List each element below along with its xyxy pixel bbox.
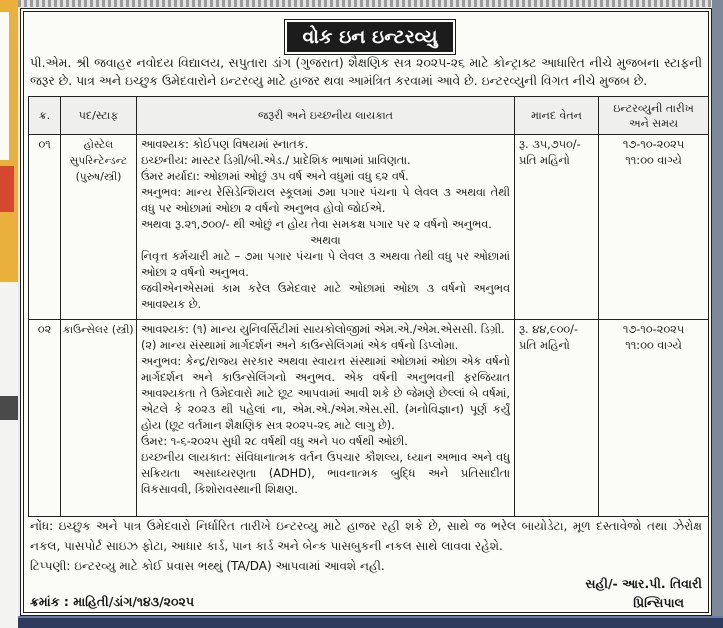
qualification-or-separator: અથવા (310, 234, 341, 247)
salary-period: પ્રતિ મહિનો (519, 339, 570, 352)
salary-amount: રૂ. ૪૪,૯૦૦/- (519, 323, 578, 336)
remark-text: ટિપ્પણી: ઇન્ટરવ્યુ માટે કોઈ પ્રવાસ ભથ્થું (TA/DA) આપવામાં આવશે નહી. (30, 559, 385, 573)
reference-number: ક્રમાંક : માહિતી/ડાંગ/૧૪૩/૨૦૨૫ (30, 594, 195, 609)
qualification-line: આવશ્યક: (૧) માન્ય યુનિવર્સિટીમાં સાયકોલોજીમાં એમ.એ./એમ.એસસી. ડિગ્રી. (141, 323, 505, 336)
row-salary (515, 320, 599, 517)
row-sr: ૦૨ (29, 320, 61, 517)
signature: સહી/- આર.પી. તિવારી (585, 576, 702, 591)
qualification-line: ઉંમર: ૧-૬-૨૦૨૫ સુધી ૨૮ વર્ષથી વધુ અને ૫૦ વર્ષથી ઓછી. (141, 435, 408, 448)
qualification-line: નિવૃત્ત કર્મચારી માટે – ૭મા પગાર પંચના પે લેવલ ૩ અથવા તેથી વધુ પર ઓછામાં ઓછા ૨ વર્ષનો અનુભવ. (141, 250, 510, 279)
qualification-line: અથવા રૂ.૨૧,૭૦૦/- થી ઓછું ન હોય તેવા સમકક્ષ પગાર પર ૨ વર્ષનો અનુભવ. (141, 218, 492, 231)
qualification-line: ઇચ્છનીય: માસ્ટર ડિગ્રી/બી.એડ./ પ્રાદેશિક ભાષામાં પ્રાવિણતા. (141, 154, 411, 167)
designation: પ્રિન્સિપાલ (633, 595, 684, 610)
interview-time: ૧૧:૦૦ વાગ્યે (625, 154, 682, 167)
interview-time: ૧૧:૦૦ વાગ્યે (625, 339, 682, 352)
qualification-line: આવશ્યક: કોઈપણ વિષયમાં સ્નાતક. (141, 138, 309, 151)
intro-paragraph: પી.એમ. શ્રી જવાહર નવોદય વિદ્યાલય, સપુતારા ડાંગ (ગુજરાત) શૈક્ષણિક સત્ર ૨૦૨૫-૨૬ માટે કોન્ટ્રાક્ટ આધારિત નીચે મુજબના સ્ટાફની જરૂર છે. પાત્ર અને ઇચ્છુક ઉમેદવારોને ઇન્ટરવ્યુ માટે હાજર થવા આમંત્રિત કરવામાં આવે છે. ઇન્ટરવ્યુની વિગત નીચે મુજબ છે. (30, 55, 702, 88)
adjacent-clipping-dark-bar (0, 396, 18, 420)
adjacent-clipping-paper (0, 12, 9, 160)
salary-period: પ્રતિ મહિનો (519, 154, 570, 167)
bottom-edge-background (18, 616, 723, 628)
advertisement-box (20, 8, 712, 616)
right-edge-background (712, 0, 723, 628)
table-row (29, 135, 709, 320)
note-text: નોંધ: ઇચ્છુક અને પાત્ર ઉમેદવારો નિર્ધારિત તારીખે ઇન્ટરવ્યુ માટે હાજર રહી શકે છે, સાથે જ ભરેલ બાયોડેટા, મૂળ દસ્તાવેજો તથા ઝેરોક્ષ નકલ, પાસપોર્ટ સાઇઝ ફોટા, આધાર કાર્ડ, પાન કાર્ડ અને બેન્ક પાસબુકની નકલ સાથે લાવવા રહેશે. (30, 519, 702, 553)
interview-date: ૧૭-૧૦-૨૦૨૫ (622, 323, 685, 336)
qualification-list (141, 322, 510, 514)
row-post: હોસ્ટેલ સુપરિન્ટેન્ડન્ટ (પુરુષ/સ્ત્રી) (61, 135, 137, 320)
row-qualification (137, 135, 515, 320)
header-sr: ક્ર. (29, 97, 61, 135)
salary-amount: રૂ. ૩૫,૭૫૦/- (519, 138, 581, 151)
adjacent-clipping-red-block (0, 166, 14, 212)
row-interview (599, 135, 709, 320)
adjacent-clipping-edge (0, 0, 18, 628)
row-sr: ૦૧ (29, 135, 61, 320)
qualification-list (141, 137, 510, 317)
row-post: કાઉન્સેલર (સ્ત્રી) (61, 320, 137, 517)
vacancy-table (28, 96, 709, 517)
header-qualification: જરૂરી અને ઇચ્છનીય લાયકાત (137, 97, 515, 135)
table-row (29, 320, 709, 517)
qualification-line: અનુભવ: કેન્દ્ર/રાજ્ય સરકાર અથવા સ્વાયત્ત સંસ્થામાં ઓછામાં ઓછા એક વર્ષનો માર્ગદર્શન અને કાઉન્સેલિંગનો અનુભવ. એક વર્ષની અનુભવની ફરજિયાત આવશ્યકતા તે ઉમેદવારો માટે છૂટ આપવામાં આવી શકે છે જેમણે છેલ્લાં બે વર્ષમાં, એટલે કે ૨૦૨૩ થી પહેલાં ના, એમ.એ./એમ.એસ.સી. (મનોવિજ્ઞાન) પૂર્ણ કર્યું હોય (છૂટ વર્તમાન શૈક્ષણિક સત્ર ૨૦૨૫-૨૬ માટે લાગુ છે). (141, 355, 510, 432)
row-qualification (137, 320, 515, 517)
qualification-line: જવીએનએસમાં કામ કરેલ ઉમેદવાર માટે ઓછામાં ઓછા ૩ વર્ષનો અનુભવ આવશ્યક છે. (141, 282, 510, 311)
qualification-line: અનુભવ: માન્ય રેસિડેન્શિયલ સ્કૂલમાં ૭મા પગાર પંચના પે લેવલ ૩ અથવા તેથી વધુ પર ઓછામાં ઓછા ૨ વર્ષનો અનુભવ હોવો જોઈએ. (141, 186, 510, 215)
top-decorative-border (18, 0, 723, 7)
interview-date: ૧૭-૧૦-૨૦૨૫ (622, 138, 685, 151)
header-post: પદ/સ્ટાફ (61, 97, 137, 135)
row-salary (515, 135, 599, 320)
ad-title: વોક ઇન ઇન્ટરવ્યુ (287, 22, 453, 52)
row-interview (599, 320, 709, 517)
header-interview: ઇન્ટરવ્યુની તારીખ અને સમય (599, 97, 709, 135)
table-header-row (29, 97, 709, 135)
header-salary: માનદ વેતન (515, 97, 599, 135)
qualification-line: (૨) માન્ય સંસ્થામાં માર્ગદર્શન અને કાઉન્સેલિંગમાં એક વર્ષનો ડિપ્લોમા. (141, 339, 459, 352)
qualification-line: ઇચ્છનીય લાયકાત: સંવિધાનાત્મક વર્તન ઉપચાર કૌશલ્ય, ધ્યાન અભાવ અને વધુ સક્રિયતા અસાધ્યરણતા (ADHD), ભાવનાત્મક બુદ્ધિ અને પ્રતિસાદીતા વિકસાવવી, કિશોરાવસ્થાની શિક્ષણ. (141, 451, 510, 496)
qualification-line: ઉંમર મર્યાદા: ઓછામાં ઓછું ૩૫ વર્ષ અને વધુમાં વધુ ૬૨ વર્ષ. (141, 170, 409, 183)
